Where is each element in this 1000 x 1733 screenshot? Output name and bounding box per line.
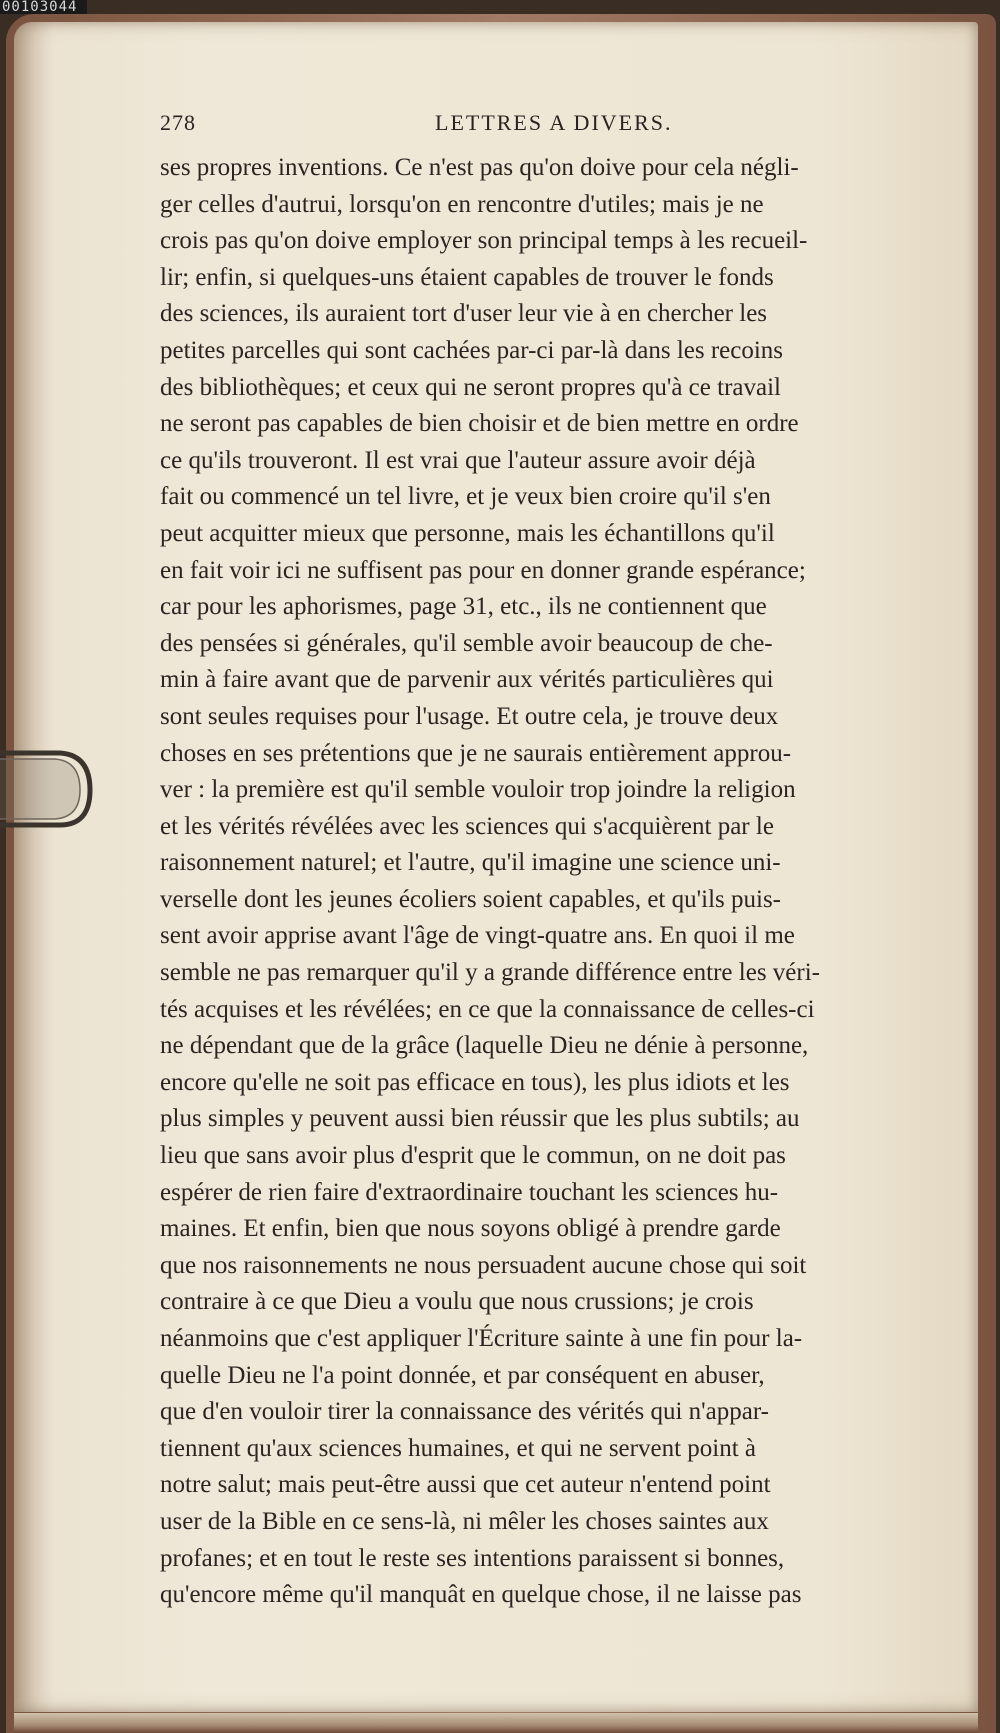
text-line: car pour les aphorismes, page 31, etc., ils ne contiennent que [160, 593, 767, 621]
text-line: des sciences, ils auraient tort d'user leur vie à en chercher les [160, 300, 768, 328]
text-line: ses propres inventions. Ce n'est pas qu'on doive pour cela négli- [160, 154, 799, 181]
text-line: et les vérités révélées avec les sciences qui s'acquièrent par le [160, 812, 774, 840]
running-head: LETTRES A DIVERS. [435, 110, 673, 135]
text-line: ne dépendant que de la grâce (laquelle Dieu ne dénie à personne, [160, 1032, 809, 1060]
text-line: tés acquises et les révélées; en ce que la connaissance de celles-ci [160, 995, 815, 1023]
text-line: espérer de rien faire d'extraordinaire touchant les sciences hu- [160, 1178, 779, 1206]
text-line: lir; enfin, si quelques-uns étaient capables de trouver le fonds [160, 263, 774, 291]
text-line: crois pas qu'on doive employer son principal temps à les recueil- [160, 227, 808, 255]
text-line: notre salut; mais peut-être aussi que cet auteur n'entend point [160, 1471, 771, 1499]
text-line: tiennent qu'aux sciences humaines, et qui ne servent point à [160, 1434, 756, 1462]
text-line: petites parcelles qui sont cachées par-ci par-là dans les recoins [160, 336, 784, 364]
text-line: en fait voir ici ne suffisent pas pour en donner grande espérance; [160, 556, 806, 584]
text-line: ver : la première est qu'il semble vouloir trop joindre la religion [160, 776, 796, 804]
text-line: fait ou commencé un tel livre, et je veux bien croire qu'il s'en [160, 483, 771, 511]
text-line: encore qu'elle ne soit pas efficace en tous), les plus idiots et les [160, 1068, 790, 1096]
page-number: 278 [160, 110, 196, 135]
page-header [160, 110, 940, 140]
text-line: ce qu'ils trouveront. Il est vrai que l'auteur assure avoir déjà [160, 446, 756, 474]
text-line: choses en ses prétentions que je ne saurais entièrement approu- [160, 739, 792, 767]
text-line: quelle Dieu ne l'a point donnée, et par conséquent en abuser, [160, 1361, 765, 1389]
text-line: verselle dont les jeunes écoliers soient capables, et qu'ils puis- [160, 885, 781, 913]
text-line: maines. Et enfin, bien que nous soyons obligé à prendre garde [160, 1215, 781, 1243]
text-line: que d'en vouloir tirer la connaissance des vérités qui n'appar- [160, 1398, 769, 1426]
text-line: sont seules requises pour l'usage. Et outre cela, je trouve deux [160, 702, 779, 730]
text-line: ne seront pas capables de bien choisir et de bien mettre en ordre [160, 410, 799, 438]
text-line: qu'encore même qu'il manquât en quelque chose, il ne laisse pas [160, 1581, 802, 1609]
text-line: ger celles d'autrui, lorsqu'on en rencontre d'utiles; mais je ne [160, 190, 764, 218]
body-text [160, 150, 960, 1614]
text-line: min à faire avant que de parvenir aux vérités particulières qui [160, 666, 774, 694]
scan-label: 00103044 [0, 0, 87, 14]
text-line: user de la Bible en ce sens-là, ni mêler les choses saintes aux [160, 1507, 769, 1535]
text-line: des pensées si générales, qu'il semble avoir beaucoup de che- [160, 629, 773, 657]
text-line: peut acquitter mieux que personne, mais les échantillons qu'il [160, 519, 775, 547]
page-bottom-edge [14, 1713, 978, 1733]
text-line: plus simples y peuvent aussi bien réussir que les plus subtils; au [160, 1105, 800, 1133]
text-line: sent avoir apprise avant l'âge de vingt-quatre ans. En quoi il me [160, 922, 795, 950]
text-line: des bibliothèques; et ceux qui ne seront propres qu'à ce travail [160, 373, 781, 401]
page-clip-shape [0, 745, 100, 865]
text-line: profanes; et en tout le reste ses intentions paraissent si bonnes, [160, 1544, 785, 1572]
text-line: semble ne pas remarquer qu'il y a grande différence entre les véri- [160, 959, 820, 987]
text-line: lieu que sans avoir plus d'esprit que le commun, on ne doit pas [160, 1142, 786, 1170]
text-line: que nos raisonnements ne nous persuadent aucune chose qui soit [160, 1251, 807, 1279]
text-line: néanmoins que c'est appliquer l'Écriture sainte à une fin pour la- [160, 1325, 803, 1352]
text-line: contraire à ce que Dieu a voulu que nous crussions; je crois [160, 1288, 754, 1316]
text-line: raisonnement naturel; et l'autre, qu'il imagine une science uni- [160, 849, 781, 877]
